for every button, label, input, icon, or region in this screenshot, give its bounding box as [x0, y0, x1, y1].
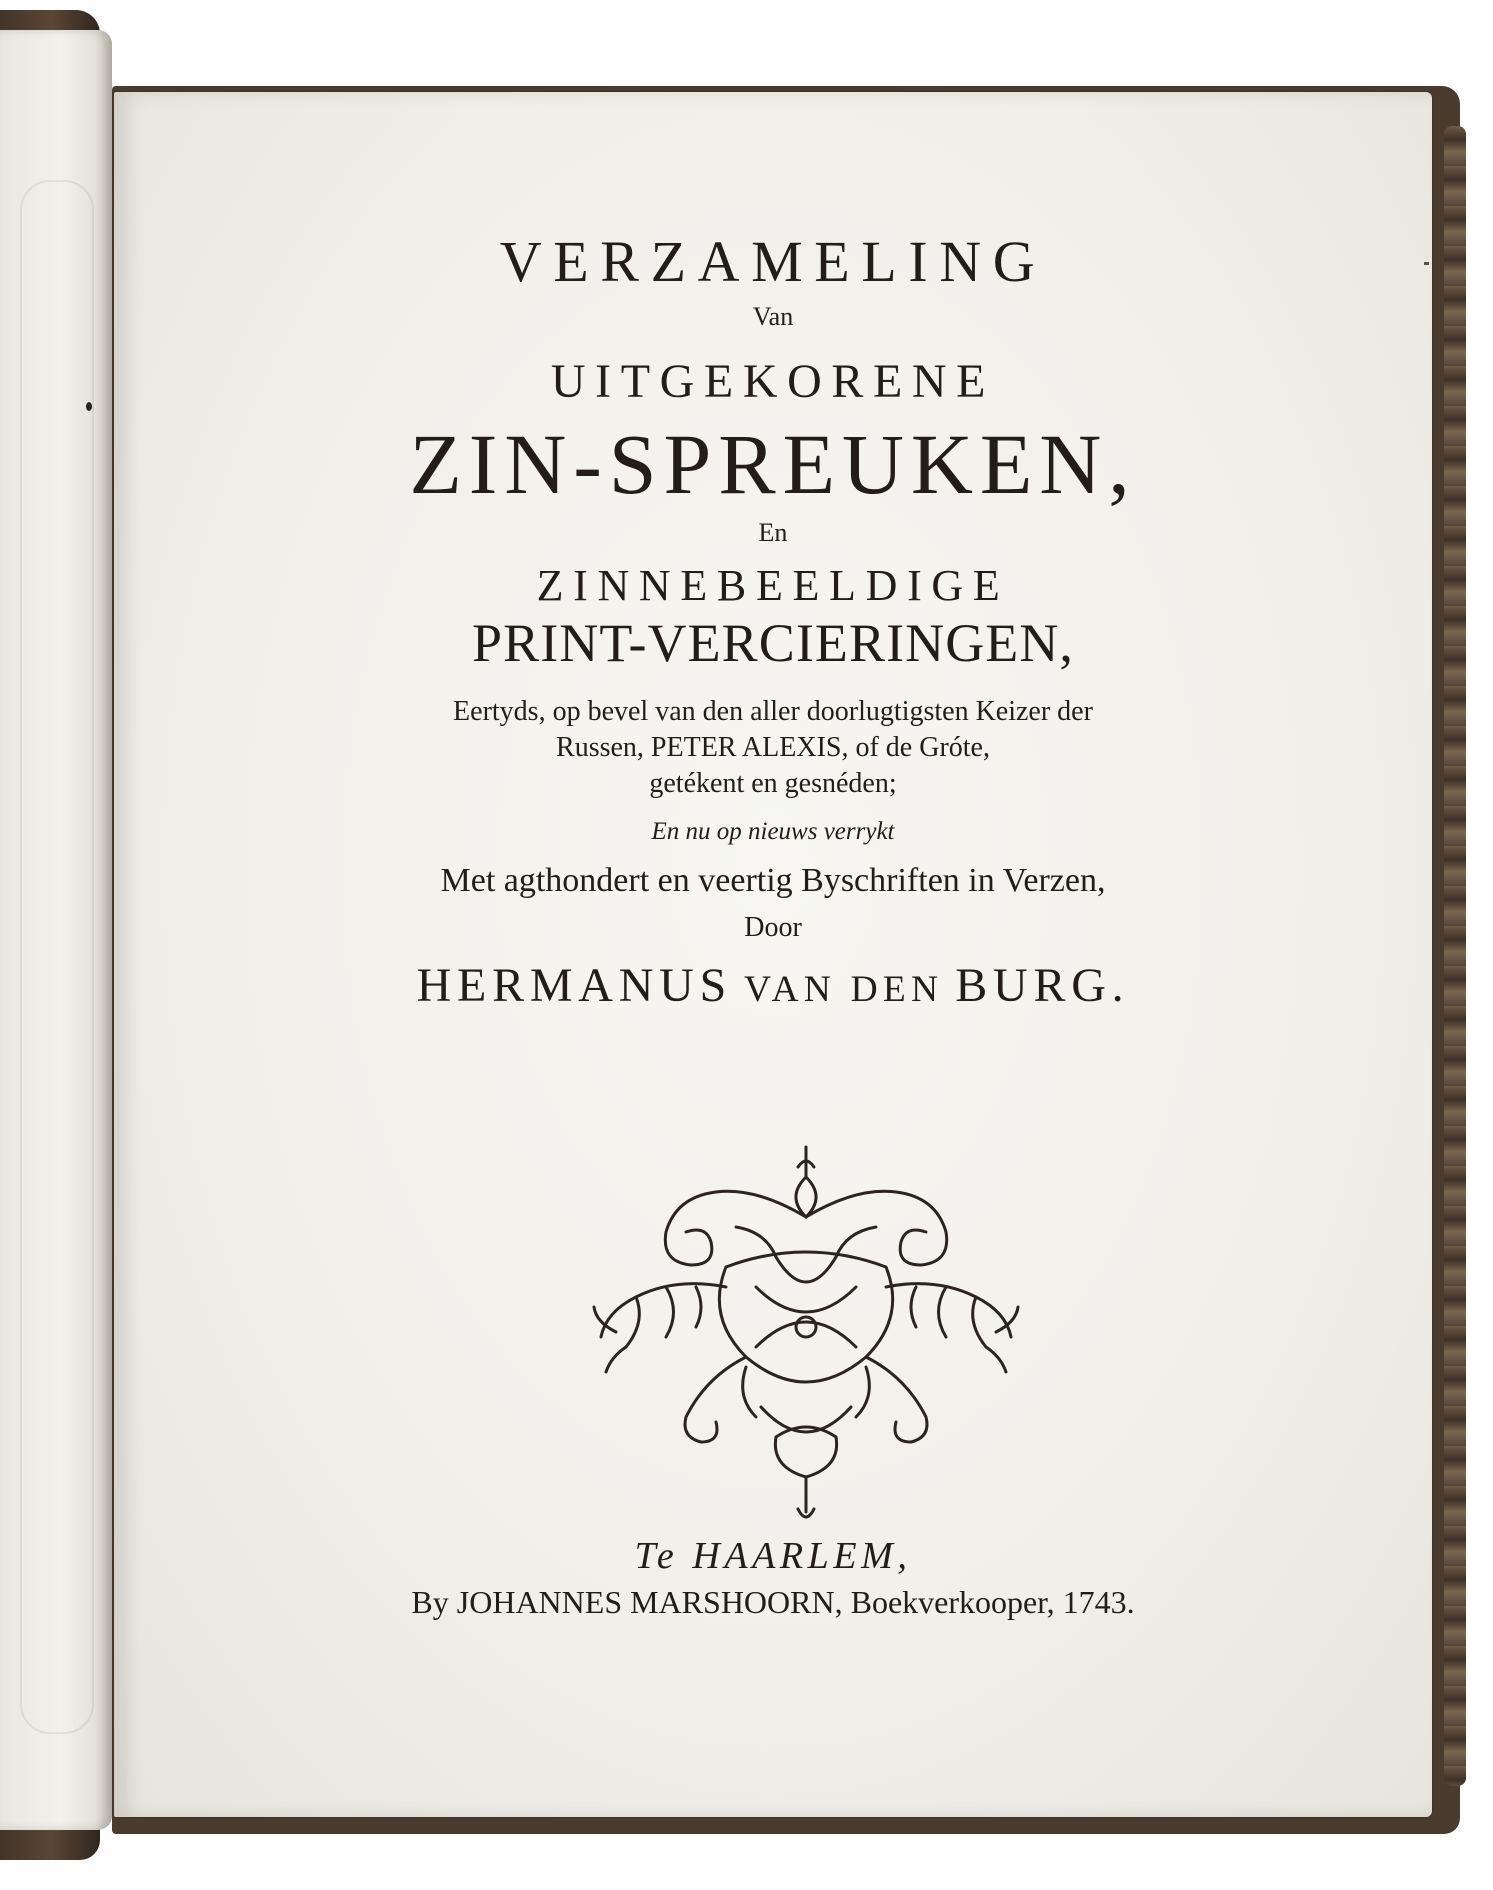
print-vercieringen-line: PRINT-VERCIERINGEN,	[471, 613, 1075, 673]
description-line-2: Russen, PETER ALEXIS, of de Gróte,	[556, 732, 990, 763]
facing-page-show-through	[20, 180, 94, 1734]
description-line-3: getékent en gesnéden;	[649, 768, 897, 799]
door-line: Door	[744, 912, 802, 943]
imprint-line: By JOHANNES MARSHOORN, Boekverkooper, 1743.	[411, 1584, 1135, 1620]
zin-spreuken-line: ZIN-SPREUKEN,	[409, 416, 1137, 512]
facing-page	[0, 30, 112, 1830]
place-line: Te HAARLEM,	[634, 1535, 912, 1577]
van-line: Van	[752, 302, 794, 331]
italic-line: En nu op nieuws verrykt	[651, 818, 895, 845]
title: VERZAMELING	[499, 229, 1047, 294]
author-first-name: HERMANUS	[416, 959, 733, 1012]
uitgekorene-line: UITGEKORENE	[550, 355, 996, 408]
author-last-name: BURG.	[955, 959, 1130, 1012]
ornamental-scroll-vignette-icon	[586, 1137, 1026, 1527]
author-particle: VAN DEN	[744, 969, 944, 1010]
author-line	[114, 958, 1432, 1013]
ink-spot	[86, 402, 92, 411]
zinnebeeldige-line: ZINNEBEELDIGE	[536, 561, 1010, 610]
met-line: Met agthondert en veertig Byschriften in Verzen,	[440, 862, 1106, 899]
en-line: En	[758, 518, 788, 547]
title-page	[114, 92, 1432, 1817]
description-line-1: Eertyds, op bevel van den aller doorlugtigsten Keizer der	[453, 696, 1093, 727]
